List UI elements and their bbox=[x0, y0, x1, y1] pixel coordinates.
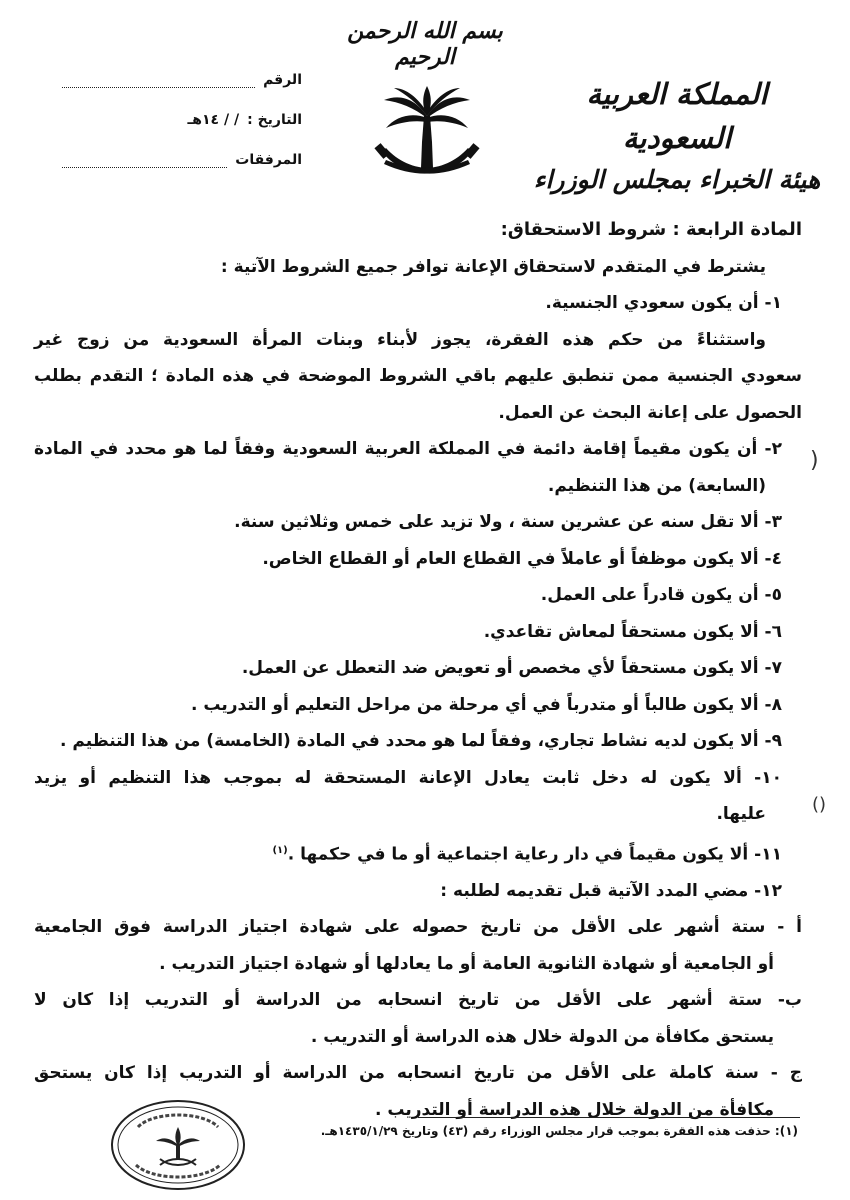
condition-1-exception-end: الحصول على إعانة البحث عن العمل. bbox=[498, 402, 802, 423]
condition-12-c: ج - سنة كاملة على الأقل من تاريخ انسحابه من الدراسة أو التدريب إذا كان يستحق bbox=[34, 1063, 802, 1084]
condition-12: ١٢- مضي المدد الآتية قبل تقديمه لطلبه : bbox=[440, 880, 782, 901]
date-label: التاريخ : bbox=[247, 112, 302, 128]
authority-name: هيئة الخبراء بمجلس الوزراء bbox=[533, 165, 821, 194]
condition-8: ٨- ألا يكون طالباً أو متدرباً في أي مرحلة من مراحل التعليم أو التدريب . bbox=[190, 694, 782, 715]
date-field bbox=[62, 100, 302, 140]
margin-mark-2: () bbox=[812, 794, 827, 815]
kingdom-name: المملكة العربية السعودية bbox=[586, 77, 768, 155]
saudi-emblem-palm-swords-icon bbox=[372, 72, 482, 192]
condition-11-text: ١١- ألا يكون مقيماً في دار رعاية اجتماعية أو ما في حكمها . bbox=[287, 844, 782, 865]
condition-12-c-cont: مكافأة من الدولة خلال هذه الدراسة أو التدريب . bbox=[374, 1099, 774, 1120]
date-value: / / ١٤هـ bbox=[187, 112, 240, 128]
article-title: المادة الرابعة : شروط الاستحقاق: bbox=[500, 219, 802, 240]
condition-10: ١٠- ألا يكون له دخل ثابت يعادل الإعانة المستحقة له بموجب هذا التنظيم أو يزيد bbox=[34, 767, 782, 788]
condition-12-a: أ - ستة أشهر على الأقل من تاريخ حصوله على شهادة اجتياز الدراسة فوق الجامعية bbox=[34, 917, 802, 938]
condition-4: ٤- ألا يكون موظفاً أو عاملاً في القطاع العام أو القطاع الخاص. bbox=[262, 548, 782, 569]
condition-11 bbox=[34, 833, 802, 873]
condition-1-exception: واستثناءً من حكم هذه الفقرة، يجوز لأبناء وبنات المرأة السعودية من زوج غير bbox=[34, 329, 766, 350]
condition-2-cont: (السابعة) من هذا التنظيم. bbox=[547, 475, 766, 496]
document-meta bbox=[62, 60, 302, 180]
footnote-reference: (١) bbox=[272, 844, 288, 856]
attachments-line bbox=[62, 153, 227, 168]
condition-6: ٦- ألا يكون مستحقاً لمعاش تقاعدي. bbox=[483, 621, 782, 642]
official-stamp-seal-icon bbox=[108, 1097, 248, 1193]
condition-1: ١- أن يكون سعودي الجنسية. bbox=[545, 293, 782, 313]
condition-7: ٧- ألا يكون مستحقاً لأي مخصص أو تعويض ضد التعطل عن العمل. bbox=[241, 658, 782, 678]
condition-12-b-cont: يستحق مكافأة من الدولة خلال هذه الدراسة أو التدريب . bbox=[310, 1026, 774, 1047]
reference-field bbox=[62, 60, 302, 100]
basmala: بسم الله الرحمن الرحيم bbox=[347, 18, 503, 70]
attachments-label: المرفقات bbox=[235, 152, 302, 168]
article-intro: يشترط في المتقدم لاستحقاق الإعانة توافر جميع الشروط الآتية : bbox=[220, 256, 766, 277]
condition-2: ٢- أن يكون مقيماً إقامة دائمة في المملكة العربية السعودية وفقاً لما هو محدد في المادة bbox=[34, 439, 782, 459]
attachments-field bbox=[62, 140, 302, 180]
reference-label: الرقم bbox=[263, 72, 302, 88]
margin-mark-1: ( bbox=[810, 448, 819, 473]
condition-3: ٣- ألا تقل سنه عن عشرين سنة ، ولا تزيد على خمس وثلاثين سنة. bbox=[234, 512, 782, 532]
article-body bbox=[34, 212, 802, 1128]
condition-12-b: ب- ستة أشهر على الأقل من تاريخ انسحابه من الدراسة أو التدريب إذا كان لا bbox=[34, 990, 802, 1011]
condition-12-a-cont: أو الجامعية أو شهادة الثانوية العامة أو ما يعادلها أو شهادة اجتياز التدريب . bbox=[159, 953, 774, 974]
organization-header bbox=[532, 72, 822, 200]
condition-9: ٩- ألا يكون لديه نشاط تجاري، وفقاً لما هو محدد في المادة (الخامسة) من هذا التنظيم . bbox=[59, 731, 782, 751]
reference-line bbox=[62, 73, 255, 88]
condition-1-exception-cont: سعودي الجنسية ممن تنطبق عليهم باقي الشروط الموضحة في هذه المادة ؛ التقدم بطلب bbox=[34, 366, 802, 386]
footnote-text: (١): حذفت هذه الفقرة بموجب قرار مجلس الوزراء رقم (٤٣) وتاريخ ١٤٣٥/١/٢٩هـ. bbox=[320, 1124, 798, 1138]
footnote-divider bbox=[418, 1117, 800, 1118]
condition-10-cont: عليها. bbox=[716, 804, 766, 824]
condition-5: ٥- أن يكون قادراً على العمل. bbox=[540, 585, 782, 605]
